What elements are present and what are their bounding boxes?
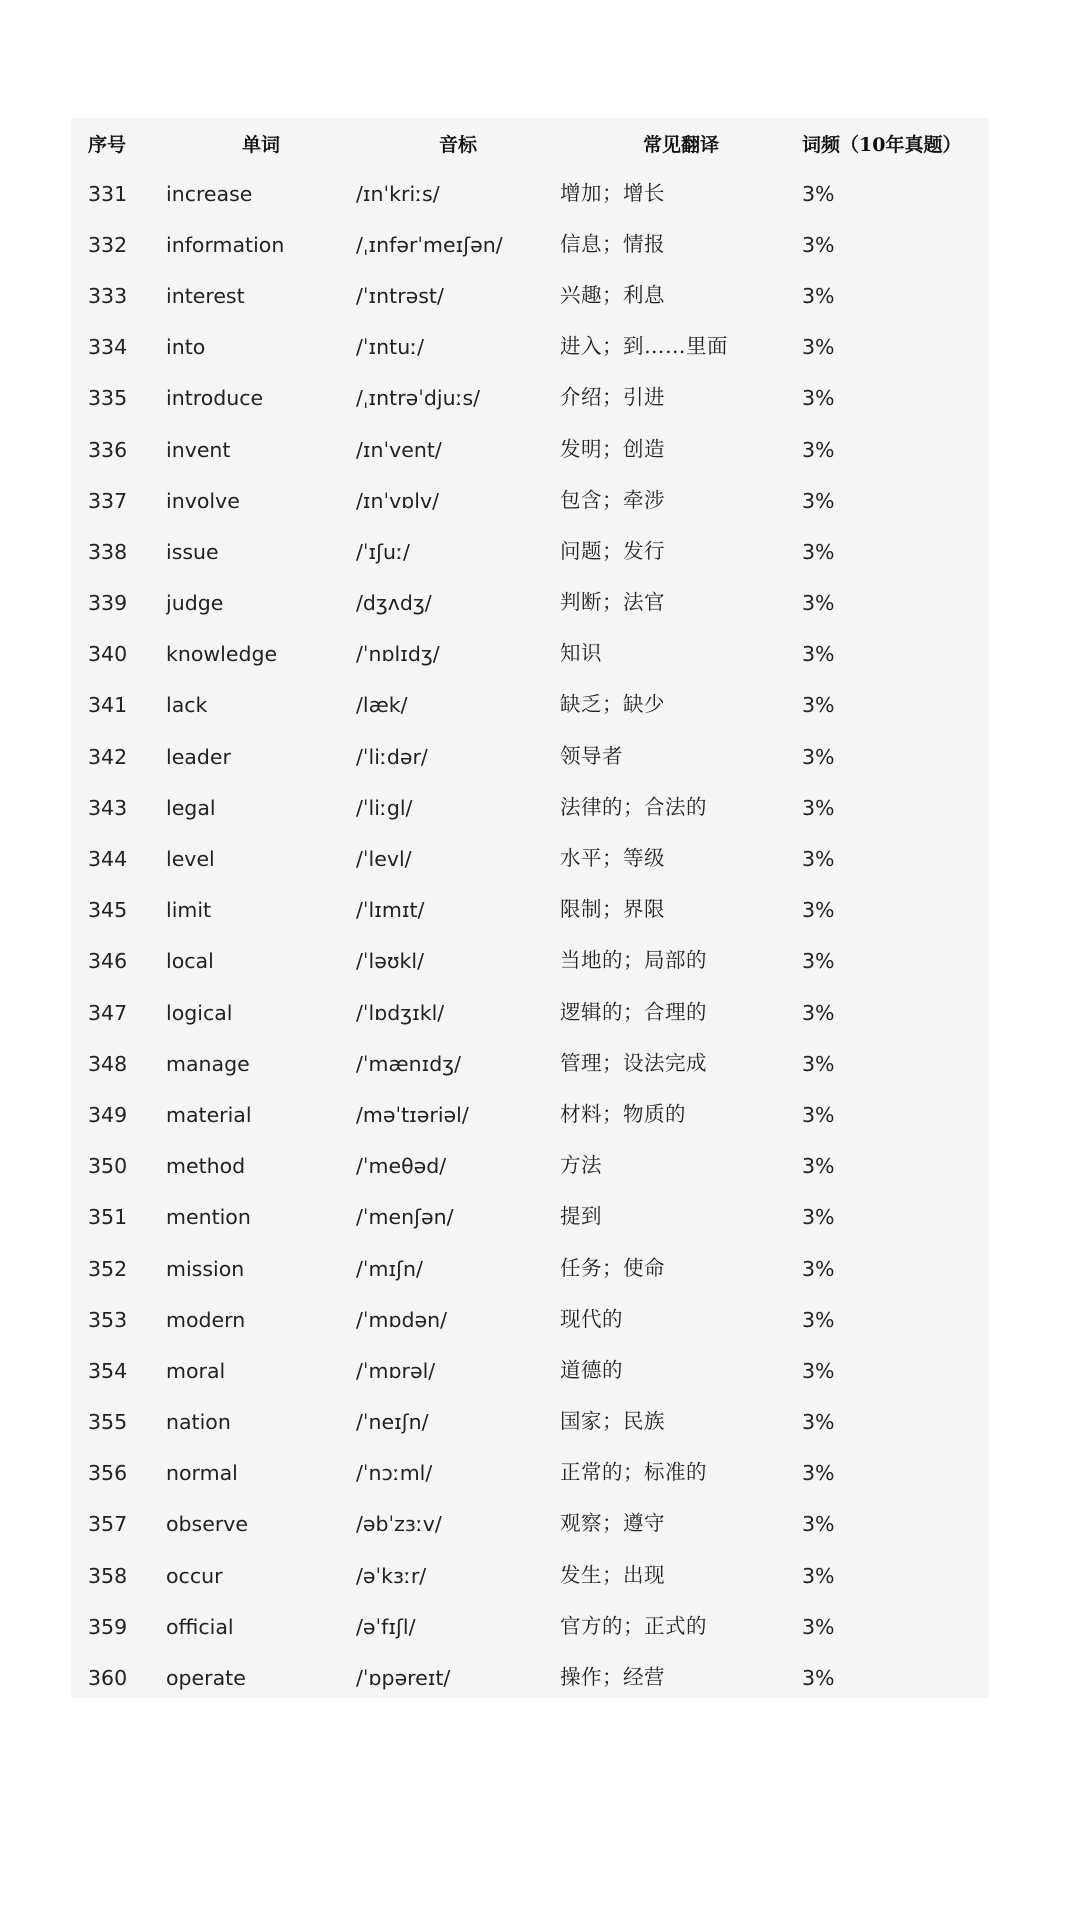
table-row <box>71 475 989 526</box>
row-translation: 判断；法官 <box>560 590 665 615</box>
row-frequency: 3% <box>802 1205 835 1230</box>
row-frequency: 3% <box>802 1154 835 1179</box>
row-translation: 观察；遵守 <box>560 1511 665 1536</box>
row-number: 344 <box>88 847 128 872</box>
row-frequency: 3% <box>802 1102 835 1127</box>
row-number: 345 <box>88 898 128 923</box>
row-frequency: 3% <box>802 1358 835 1383</box>
row-number: 360 <box>88 1666 128 1691</box>
table-row <box>71 270 989 321</box>
row-frequency: 3% <box>802 847 835 872</box>
row-number: 350 <box>88 1154 128 1179</box>
table-row <box>71 1038 989 1089</box>
row-number: 335 <box>88 386 128 411</box>
row-frequency: 3% <box>802 744 835 769</box>
row-word: nation <box>166 1410 231 1435</box>
row-number: 351 <box>88 1205 128 1230</box>
table-row <box>71 782 989 833</box>
table-row <box>71 578 989 629</box>
row-number: 338 <box>88 539 128 564</box>
header-number: 序号 <box>88 133 127 156</box>
row-word: material <box>166 1102 252 1127</box>
row-number: 343 <box>88 795 128 820</box>
row-frequency: 3% <box>802 283 835 308</box>
row-translation: 水平；等级 <box>560 846 665 871</box>
row-frequency: 3% <box>802 488 835 513</box>
row-word: occur <box>166 1563 223 1588</box>
table-row <box>71 1243 989 1294</box>
row-phonetic: /ˈɪʃuː/ <box>356 539 410 564</box>
row-number: 357 <box>88 1512 128 1537</box>
row-word: modern <box>166 1307 246 1332</box>
row-translation: 缺乏；缺少 <box>560 692 665 717</box>
row-number: 355 <box>88 1410 128 1435</box>
row-word: limit <box>166 898 212 923</box>
row-phonetic: /ɪnˈvent/ <box>356 437 442 462</box>
row-word: normal <box>166 1461 238 1486</box>
table-row <box>71 1345 989 1396</box>
table-row <box>71 680 989 731</box>
row-frequency: 3% <box>802 437 835 462</box>
row-phonetic: /ˈləʊkl/ <box>356 949 424 974</box>
table-row <box>71 322 989 373</box>
row-translation: 材料；物质的 <box>560 1101 686 1126</box>
header-word: 单词 <box>241 133 280 156</box>
row-word: logical <box>166 1000 233 1025</box>
row-phonetic: /ˈmænɪdʒ/ <box>356 1051 462 1076</box>
table-row <box>71 1397 989 1448</box>
row-translation: 发生；出现 <box>560 1562 665 1587</box>
table-row <box>71 1294 989 1345</box>
row-phonetic: /ˈnɔːml/ <box>356 1461 433 1486</box>
row-phonetic: /ˈɪntrəst/ <box>356 283 444 308</box>
row-frequency: 3% <box>802 1307 835 1332</box>
table-row <box>71 424 989 475</box>
row-translation: 限制；界限 <box>560 897 665 922</box>
table-row <box>71 629 989 680</box>
row-number: 334 <box>88 335 128 360</box>
table-row <box>71 1089 989 1140</box>
row-phonetic: /ɪnˈkriːs/ <box>356 181 440 206</box>
table-header <box>71 118 989 168</box>
row-number: 336 <box>88 437 128 462</box>
row-phonetic: /læk/ <box>356 693 408 718</box>
row-translation: 信息；情报 <box>560 231 665 256</box>
row-phonetic: /ˈmenʃən/ <box>356 1205 454 1230</box>
row-word: observe <box>166 1512 249 1537</box>
row-word: method <box>166 1154 246 1179</box>
row-phonetic: /ˈmɒrəl/ <box>356 1358 436 1383</box>
table-row <box>71 833 989 884</box>
header-phonetic: 音标 <box>438 133 477 156</box>
row-word: official <box>166 1614 234 1639</box>
row-translation: 介绍；引进 <box>560 385 665 410</box>
row-frequency: 3% <box>802 1614 835 1639</box>
row-word: knowledge <box>166 642 278 667</box>
table-row <box>71 1448 989 1499</box>
row-translation: 管理；设法完成 <box>560 1050 707 1075</box>
row-number: 342 <box>88 744 128 769</box>
row-word: introduce <box>166 386 264 411</box>
row-frequency: 3% <box>802 539 835 564</box>
row-word: information <box>166 232 285 257</box>
row-word: lack <box>166 693 208 718</box>
row-word: leader <box>166 744 231 769</box>
row-frequency: 3% <box>802 335 835 360</box>
row-translation: 操作；经营 <box>560 1665 665 1690</box>
row-translation: 正常的；标准的 <box>560 1460 707 1485</box>
row-number: 341 <box>88 693 128 718</box>
row-word: into <box>166 335 206 360</box>
row-translation: 兴趣；利息 <box>560 282 665 307</box>
row-translation: 知识 <box>560 641 602 666</box>
row-phonetic: /əbˈzɜːv/ <box>356 1512 442 1537</box>
row-number: 354 <box>88 1358 128 1383</box>
row-phonetic: /məˈtɪəriəl/ <box>356 1102 469 1127</box>
table-body <box>71 168 989 1704</box>
row-word: level <box>166 847 215 872</box>
row-translation: 任务；使命 <box>560 1255 665 1280</box>
row-phonetic: /ˈmɒdən/ <box>356 1307 448 1332</box>
row-translation: 进入；到……里面 <box>560 334 728 359</box>
row-number: 346 <box>88 949 128 974</box>
row-frequency: 3% <box>802 795 835 820</box>
table-row <box>71 373 989 424</box>
table-row <box>71 1652 989 1703</box>
row-number: 332 <box>88 232 128 257</box>
row-translation: 法律的；合法的 <box>560 794 707 819</box>
row-number: 347 <box>88 1000 128 1025</box>
row-translation: 领导者 <box>560 743 623 768</box>
row-frequency: 3% <box>802 181 835 206</box>
row-translation: 包含；牵涉 <box>560 487 665 512</box>
row-translation: 道德的 <box>560 1357 623 1382</box>
row-frequency: 3% <box>802 949 835 974</box>
table-row <box>71 731 989 782</box>
header-frequency: 词频（10年真题） <box>802 133 962 156</box>
row-word: increase <box>166 181 253 206</box>
row-frequency: 3% <box>802 1000 835 1025</box>
row-frequency: 3% <box>802 693 835 718</box>
table-row <box>71 1499 989 1550</box>
table-row <box>71 1550 989 1601</box>
row-number: 340 <box>88 642 128 667</box>
row-frequency: 3% <box>802 1512 835 1537</box>
row-number: 359 <box>88 1614 128 1639</box>
row-phonetic: /ˈmeθəd/ <box>356 1154 447 1179</box>
row-translation: 发明；创造 <box>560 436 665 461</box>
row-word: manage <box>166 1051 250 1076</box>
row-frequency: 3% <box>802 1563 835 1588</box>
row-translation: 官方的；正式的 <box>560 1613 707 1638</box>
row-frequency: 3% <box>802 386 835 411</box>
row-frequency: 3% <box>802 591 835 616</box>
row-number: 333 <box>88 283 128 308</box>
row-translation: 国家；民族 <box>560 1409 665 1434</box>
row-phonetic: /ˈliːdər/ <box>356 744 428 769</box>
row-phonetic: /dʒʌdʒ/ <box>356 591 432 616</box>
row-word: moral <box>166 1358 226 1383</box>
row-number: 358 <box>88 1563 128 1588</box>
table-row <box>71 1141 989 1192</box>
row-frequency: 3% <box>802 1461 835 1486</box>
row-phonetic: /ˈlevl/ <box>356 847 412 872</box>
row-frequency: 3% <box>802 1666 835 1691</box>
row-number: 353 <box>88 1307 128 1332</box>
row-phonetic: /ˈlɪmɪt/ <box>356 898 425 923</box>
vocabulary-table-panel <box>71 118 989 1698</box>
row-number: 339 <box>88 591 128 616</box>
row-word: judge <box>166 591 224 616</box>
row-number: 331 <box>88 181 128 206</box>
row-number: 356 <box>88 1461 128 1486</box>
row-number: 349 <box>88 1102 128 1127</box>
row-word: mission <box>166 1256 245 1281</box>
table-row <box>71 168 989 219</box>
table-row <box>71 219 989 270</box>
row-translation: 提到 <box>560 1204 602 1229</box>
row-translation: 增加；增长 <box>560 180 665 205</box>
row-phonetic: /əˈfɪʃl/ <box>356 1614 416 1639</box>
row-phonetic: /ˈneɪʃn/ <box>356 1410 429 1435</box>
row-phonetic: /ɪnˈvɒlv/ <box>356 488 440 513</box>
table-row <box>71 885 989 936</box>
header-translation: 常见翻译 <box>642 133 719 156</box>
row-translation: 现代的 <box>560 1306 623 1331</box>
row-frequency: 3% <box>802 1410 835 1435</box>
row-word: interest <box>166 283 245 308</box>
vocabulary-table <box>71 118 989 1704</box>
table-row <box>71 1192 989 1243</box>
row-word: operate <box>166 1666 246 1691</box>
row-number: 337 <box>88 488 128 513</box>
row-translation: 逻辑的；合理的 <box>560 999 707 1024</box>
table-row <box>71 987 989 1038</box>
row-phonetic: /ˌɪnfərˈmeɪʃən/ <box>356 232 503 257</box>
row-translation: 问题；发行 <box>560 538 665 563</box>
header-row <box>71 118 989 168</box>
row-translation: 当地的；局部的 <box>560 948 707 973</box>
row-number: 348 <box>88 1051 128 1076</box>
row-word: issue <box>166 539 219 564</box>
row-word: local <box>166 949 214 974</box>
row-word: legal <box>166 795 216 820</box>
table-row <box>71 526 989 577</box>
row-word: invent <box>166 437 231 462</box>
row-translation: 方法 <box>560 1153 602 1178</box>
row-phonetic: /ˈɪntuː/ <box>356 335 424 360</box>
row-phonetic: /əˈkɜːr/ <box>356 1563 427 1588</box>
row-word: involve <box>166 488 240 513</box>
row-frequency: 3% <box>802 898 835 923</box>
row-phonetic: /ˈlɒdʒɪkl/ <box>356 1000 445 1025</box>
row-frequency: 3% <box>802 1051 835 1076</box>
row-frequency: 3% <box>802 232 835 257</box>
table-row <box>71 1601 989 1652</box>
row-phonetic: /ˈmɪʃn/ <box>356 1256 423 1281</box>
row-number: 352 <box>88 1256 128 1281</box>
table-row <box>71 936 989 987</box>
row-frequency: 3% <box>802 1256 835 1281</box>
row-phonetic: /ˈnɒlɪdʒ/ <box>356 642 440 667</box>
row-frequency: 3% <box>802 642 835 667</box>
row-phonetic: /ˌɪntrəˈdjuːs/ <box>356 386 481 411</box>
row-phonetic: /ˈliːgl/ <box>356 795 413 820</box>
row-phonetic: /ˈɒpəreɪt/ <box>356 1666 451 1691</box>
row-word: mention <box>166 1205 251 1230</box>
